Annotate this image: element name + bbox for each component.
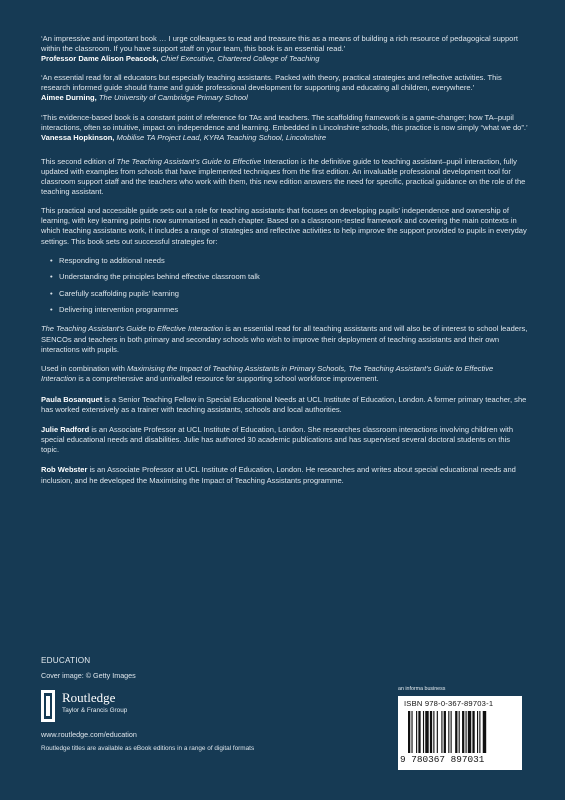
isbn-number: ISBN 978-0-367-89703-1 [404,699,494,708]
praise-quote-2 [41,73,529,103]
informa-tagline: an informa business [398,686,446,692]
list-item: • Carefully scaffolding pupils’ learning [41,289,529,299]
strategy-list [41,256,529,316]
praise-text: ‘An impressive and important book … I urge colleagues to read and treasure this as a means of building a rich resource of pedagogical support within the classroom. If you have support staff on your team, this book is an essential read.’ [41,34,518,54]
isbn-barcode [398,696,522,770]
list-item: • Delivering intervention programmes [41,305,529,315]
praise-text: ‘This evidence-based book is a constant point of reference for TAs and teachers. The scaffolding framework is a game-changer; how TA–pupil interactions, often so intuitive, impact on independence and learning. Embedded in Lincolnshire schools, this practice is now simply “what we do”.’ [41,112,528,132]
description-paragraph-2: This practical and accessible guide sets out a role for teaching assistants that focuses on developing pupils’ independence and ownership of learning, with key learning points now summarised in each chapter. Based on a classroom-tested framework and covering the main contexts in which teaching assistants work, it includes a range of strategies and reflective activities to help improve the support provided to pupils in everyday settings. This book sets out successful strategies for: [41,206,527,246]
praise-quote-1 [41,34,529,64]
cover-credit: Cover image: © Getty Images [41,671,136,680]
praise-attribution: Professor Dame Alison Peacock, Chief Executive, Chartered College of Teaching [41,54,320,64]
author-bio-1: Paula Bosanquet is a Senior Teaching Fellow in Special Educational Needs at UCL Institute of Education, London. A former primary teacher, she has worked extensively as a trainer with teaching assistants, schools and local authorities. [41,394,527,415]
praise-attribution: Aimee Durning, The University of Cambridge Primary School [41,93,248,103]
ebook-note: Routledge titles are available as eBook editions in a range of digital formats [41,745,255,752]
publisher-url[interactable]: www.routledge.com/education [41,730,137,739]
list-item: • Responding to additional needs [41,256,529,266]
publisher-group: Taylor & Francis Group [62,707,128,714]
praise-attribution: Vanessa Hopkinson, Mobilise TA Project Lead, KYRA Teaching School, Lincolnshire [41,132,327,142]
publisher-logo [41,688,171,724]
cover-text [41,34,529,496]
praise-text: ‘An essential read for all educators but especially teaching assistants. Packed with theory, practical strategies and reflective activities. This research informed guide should frame and guide professional development for supporting and educating all children, everywhere.’ [41,73,502,93]
description-paragraph-1: This second edition of The Teaching Assistant’s Guide to Effective Interaction is the definitive guide to teaching assistant–pupil interaction, fully updated with examples from schools that have implemented techniques from the first edition. An invaluable professional development tool for classroom support staff and the teachers who work with them, this new edition answers the need for specific, practical guidance on the role of the teaching assistant. [41,156,526,197]
description-paragraph-3: The Teaching Assistant’s Guide to Effective Interaction is an essential read for all teaching assistants and will also be of interest to school leaders, SENCOs and teachers in both primary and secondary schools who wish to improve their deployment of teaching assistants and their own interactions with pupils. [41,324,528,354]
routledge-logo-icon [41,690,55,722]
description-paragraph-4: Used in combination with Maximising the Impact of Teaching Assistants in Primary Schools, The Teaching Assistant’s Guide to Effective Interaction is a comprehensive and unrivalled resource for supporting school workforce improvement. [41,363,494,383]
subject-category: EDUCATION [41,656,91,665]
author-bio-2: Julie Radford is an Associate Professor at UCL Institute of Education, London. She researches classroom interactions involving children with special educational needs and disabilities. Julie has authored 30 academic publications and has supervised several doctoral students on this topic. [41,425,514,455]
list-item: • Understanding the principles behind effective classroom talk [41,272,529,282]
barcode-digits: 9 780367 897031 [400,754,485,765]
author-bio-3: Rob Webster is an Associate Professor at UCL Institute of Education, London. He researches and writes about special educational needs and inclusion, and he developed the Maximising the Impact of Teaching Assistants programme. [41,465,516,485]
praise-quote-3 [41,113,529,143]
barcode-icon [408,711,512,753]
publisher-name: Routledge [62,690,116,705]
